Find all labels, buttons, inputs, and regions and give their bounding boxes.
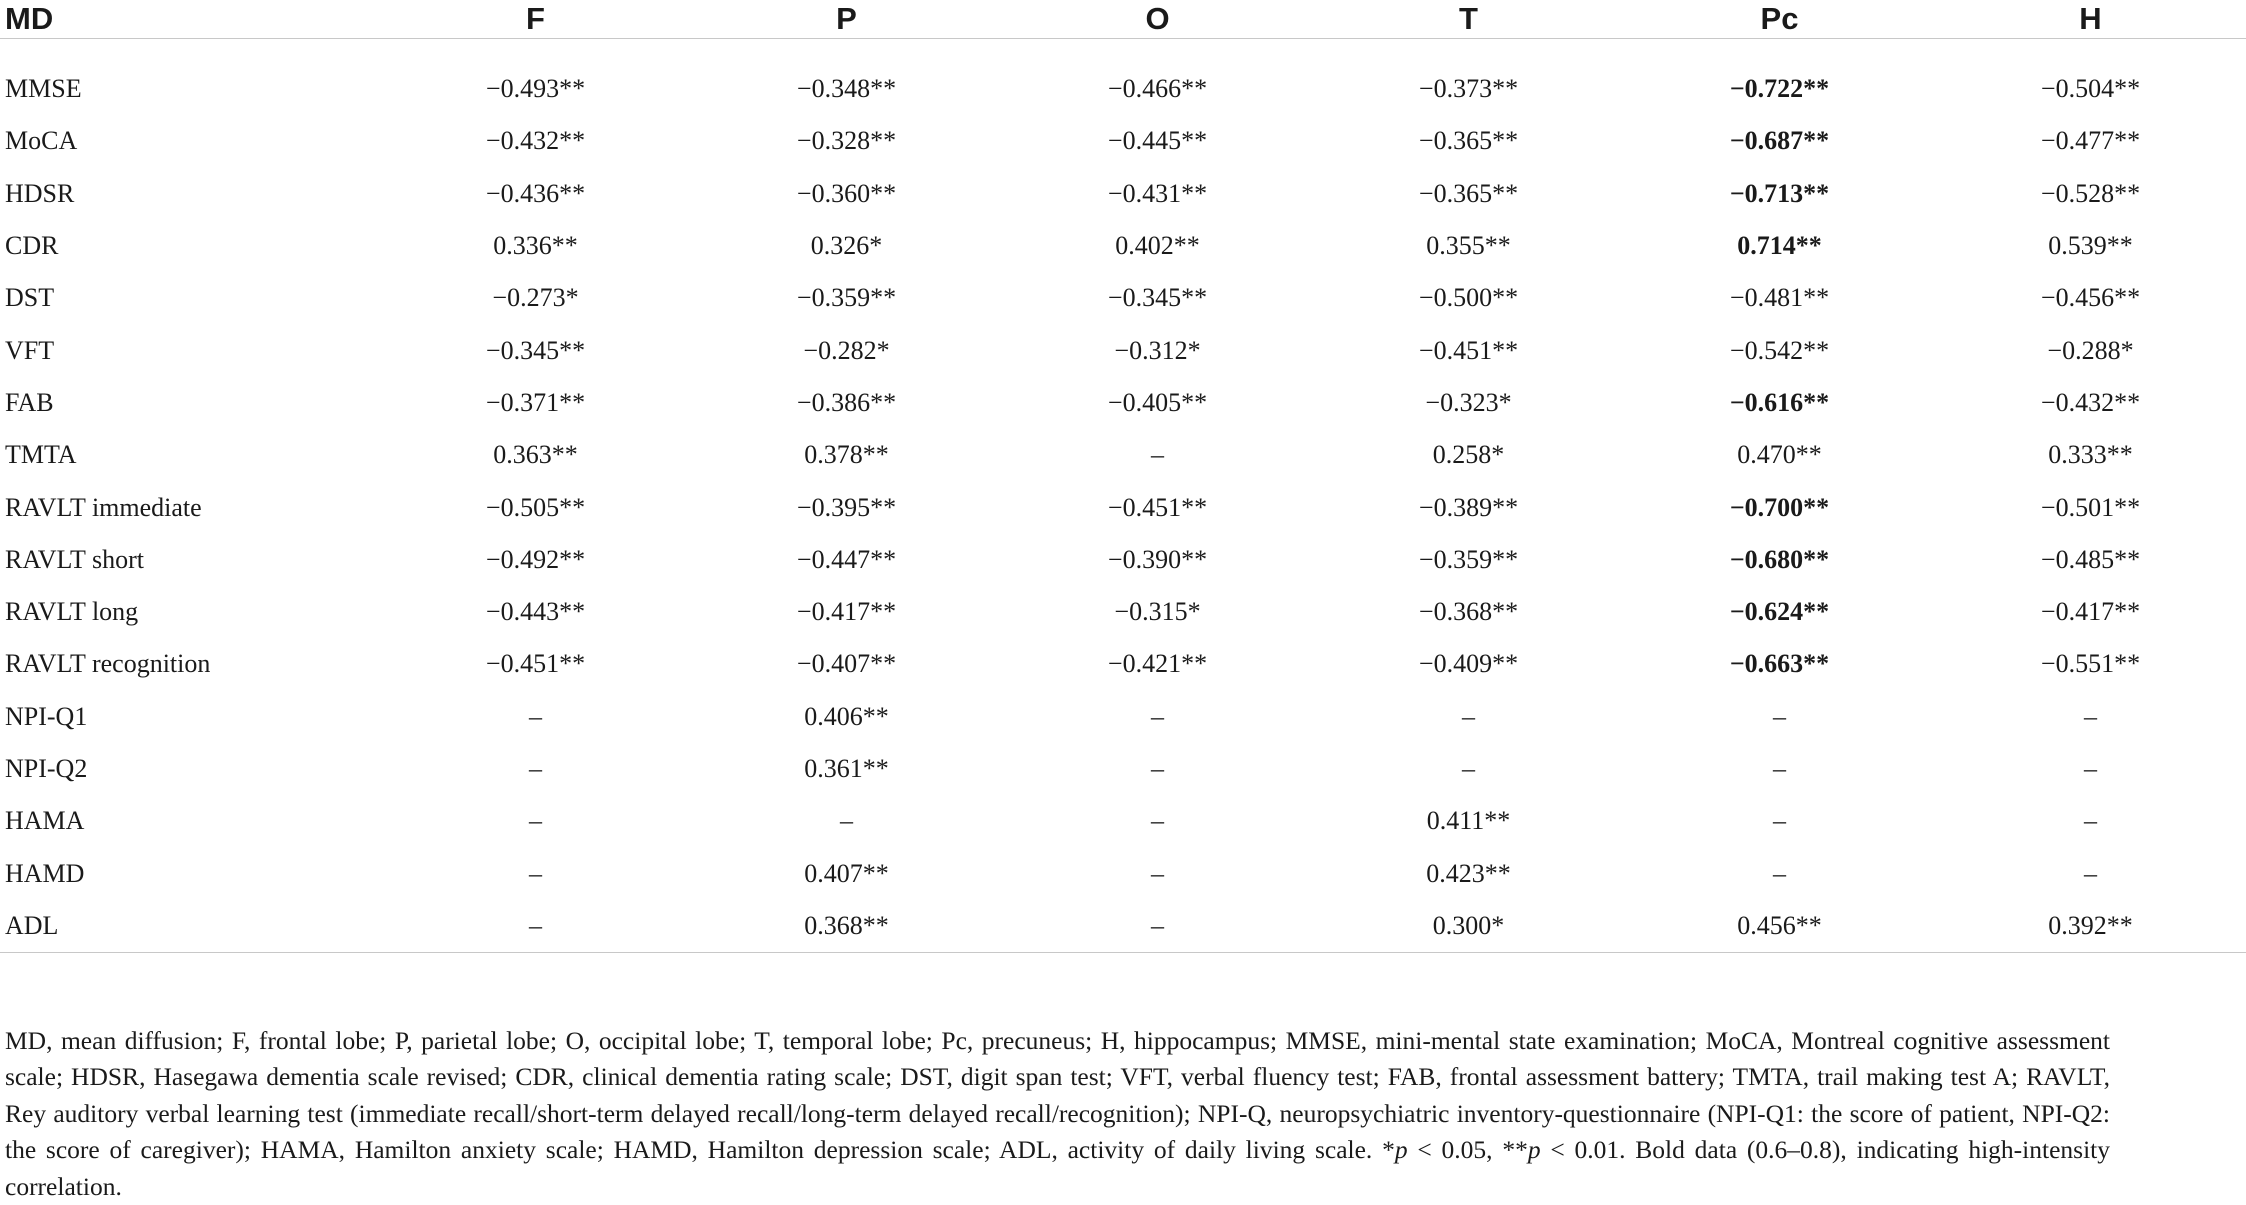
table-cell: – (1002, 743, 1313, 795)
table-cell: −0.687** (1624, 115, 1935, 167)
table-cell: −0.389** (1313, 481, 1624, 533)
table-cell: −0.722** (1624, 63, 1935, 115)
table-cell: 0.470** (1624, 429, 1935, 481)
table-cell: – (1935, 691, 2246, 743)
footnote-definitions: MD, mean diffusion; F, frontal lobe; P, parietal lobe; O, occipital lobe; T, temporal lobe; Pc, precuneus; H, hippocampus; MMSE, mini-mental state examination; MoCA, Montreal cognitive assessment scale; HDSR, Hasegawa dementia scale revised; CDR, clinical dementia rating scale; DST, digit span test; VFT, verbal fluency test; FAB, frontal assessment battery; TMTA, trail making test A; RAVLT, Rey auditory verbal learning test (immediate recall/short-term delayed recall/long-term delayed recall/recognition); NPI-Q, neuropsychiatric inventory-questionnaire (NPI-Q1: the score of patient, NPI-Q2: the score of caregiver); HAMA, Hamilton anxiety scale; HAMD, Hamilton depression scale; ADL, activity of daily living scale. (5, 1026, 2110, 1165)
table-cell: −0.371** (380, 377, 691, 429)
footnote-sig1-mark: * (1382, 1135, 1395, 1164)
table-cell: −0.436** (380, 168, 691, 220)
table-cell: 0.363** (380, 429, 691, 481)
row-label: MoCA (0, 115, 380, 167)
row-label: RAVLT immediate (0, 481, 380, 533)
header-f: F (380, 0, 691, 39)
header-h: H (1935, 0, 2246, 39)
table-cell: 0.392** (1935, 900, 2246, 953)
table-cell: −0.348** (691, 63, 1002, 115)
table-cell: – (691, 795, 1002, 847)
table-cell: −0.505** (380, 481, 691, 533)
table-cell: −0.409** (1313, 638, 1624, 690)
table-cell: −0.365** (1313, 115, 1624, 167)
table-cell: −0.417** (691, 586, 1002, 638)
table-cell: −0.432** (1935, 377, 2246, 429)
table-cell: – (1002, 429, 1313, 481)
table-cell: 0.456** (1624, 900, 1935, 953)
footnote-sig1-p: p (1395, 1135, 1408, 1164)
table-cell: −0.466** (1002, 63, 1313, 115)
table-cell: 0.333** (1935, 429, 2246, 481)
row-label: MMSE (0, 63, 380, 115)
table-row (0, 220, 2246, 272)
table-cell: −0.500** (1313, 272, 1624, 324)
table-row (0, 795, 2246, 847)
table-cell: −0.481** (1624, 272, 1935, 324)
table-cell: −0.485** (1935, 534, 2246, 586)
table-cell: 0.368** (691, 900, 1002, 953)
row-label: HDSR (0, 168, 380, 220)
header-p: P (691, 0, 1002, 39)
table-cell: – (1935, 795, 2246, 847)
footnote-sig2-p: p (1528, 1135, 1541, 1164)
table-row (0, 638, 2246, 690)
table-cell: −0.443** (380, 586, 691, 638)
header-md: MD (0, 0, 380, 39)
table-cell: – (1935, 743, 2246, 795)
table-row (0, 847, 2246, 899)
table-cell: −0.451** (380, 638, 691, 690)
row-label: DST (0, 272, 380, 324)
table-cell: – (1002, 795, 1313, 847)
table-cell: −0.421** (1002, 638, 1313, 690)
table-cell: – (380, 691, 691, 743)
table-cell: −0.312* (1002, 324, 1313, 376)
table-cell: −0.456** (1935, 272, 2246, 324)
table-cell: – (380, 795, 691, 847)
table-cell: −0.373** (1313, 63, 1624, 115)
table-cell: −0.405** (1002, 377, 1313, 429)
table-row (0, 63, 2246, 115)
table-cell: −0.624** (1624, 586, 1935, 638)
table-row (0, 115, 2246, 167)
table-cell: −0.395** (691, 481, 1002, 533)
table-cell: 0.714** (1624, 220, 1935, 272)
table-cell: 0.336** (380, 220, 691, 272)
row-label: RAVLT recognition (0, 638, 380, 690)
table-header (0, 0, 2246, 63)
table-cell: −0.359** (691, 272, 1002, 324)
table-cell: 0.406** (691, 691, 1002, 743)
table-cell: 0.407** (691, 847, 1002, 899)
table-cell: −0.447** (691, 534, 1002, 586)
table-cell: −0.315* (1002, 586, 1313, 638)
table-cell: −0.288* (1935, 324, 2246, 376)
table-cell: 0.355** (1313, 220, 1624, 272)
row-label: HAMD (0, 847, 380, 899)
table-cell: −0.323* (1313, 377, 1624, 429)
table-cell: −0.345** (1002, 272, 1313, 324)
table-cell: −0.445** (1002, 115, 1313, 167)
table-cell: −0.359** (1313, 534, 1624, 586)
header-spacer (0, 39, 2246, 64)
table-cell: 0.423** (1313, 847, 1624, 899)
table-row (0, 377, 2246, 429)
table-cell: −0.390** (1002, 534, 1313, 586)
table-cell: – (380, 900, 691, 953)
table-row (0, 481, 2246, 533)
table-cell: −0.713** (1624, 168, 1935, 220)
table-body (0, 63, 2246, 953)
table-footnote (5, 1023, 2110, 1205)
table-cell: 0.402** (1002, 220, 1313, 272)
table-row (0, 534, 2246, 586)
footnote-sig2-mark: ** (1502, 1135, 1528, 1164)
table-cell: – (1002, 691, 1313, 743)
table-row (0, 743, 2246, 795)
table-cell: −0.492** (380, 534, 691, 586)
row-label: FAB (0, 377, 380, 429)
table-cell: – (1624, 691, 1935, 743)
table-cell: −0.616** (1624, 377, 1935, 429)
table-cell: −0.504** (1935, 63, 2246, 115)
table-cell: −0.477** (1935, 115, 2246, 167)
table-cell: – (380, 743, 691, 795)
table-cell: – (1624, 743, 1935, 795)
table-cell: – (1624, 847, 1935, 899)
header-o: O (1002, 0, 1313, 39)
row-label: NPI-Q1 (0, 691, 380, 743)
table-cell: −0.663** (1624, 638, 1935, 690)
table-cell: −0.451** (1002, 481, 1313, 533)
row-label: TMTA (0, 429, 380, 481)
table-row (0, 691, 2246, 743)
table-cell: −0.700** (1624, 481, 1935, 533)
table-cell: −0.451** (1313, 324, 1624, 376)
header-pc: Pc (1624, 0, 1935, 39)
row-label: CDR (0, 220, 380, 272)
table-cell: – (1935, 847, 2246, 899)
table-cell: 0.300* (1313, 900, 1624, 953)
table-cell: −0.360** (691, 168, 1002, 220)
footnote-bold-note: Bold data (0.6–0.8), indicating high-intensity correlation. (5, 1135, 2110, 1201)
table-cell: – (1002, 847, 1313, 899)
table-cell: 0.361** (691, 743, 1002, 795)
row-label: NPI-Q2 (0, 743, 380, 795)
table-cell: −0.407** (691, 638, 1002, 690)
table-cell: – (380, 847, 691, 899)
table-row (0, 900, 2246, 953)
table-cell: −0.501** (1935, 481, 2246, 533)
table-cell: 0.258* (1313, 429, 1624, 481)
header-t: T (1313, 0, 1624, 39)
table-cell: −0.368** (1313, 586, 1624, 638)
row-label: RAVLT short (0, 534, 380, 586)
table-cell: −0.328** (691, 115, 1002, 167)
table-cell: −0.282* (691, 324, 1002, 376)
footnote-sig1-rest: < 0.05, (1408, 1135, 1503, 1164)
table-cell: −0.493** (380, 63, 691, 115)
table-row (0, 168, 2246, 220)
row-label: ADL (0, 900, 380, 953)
table-cell: −0.542** (1624, 324, 1935, 376)
table-row (0, 586, 2246, 638)
row-label: HAMA (0, 795, 380, 847)
table-cell: −0.432** (380, 115, 691, 167)
table-cell: −0.528** (1935, 168, 2246, 220)
table-row (0, 272, 2246, 324)
table-cell: −0.680** (1624, 534, 1935, 586)
table-row (0, 324, 2246, 376)
table-cell: −0.386** (691, 377, 1002, 429)
row-label: VFT (0, 324, 380, 376)
table-cell: −0.431** (1002, 168, 1313, 220)
table-cell: – (1313, 691, 1624, 743)
table-cell: – (1624, 795, 1935, 847)
table-cell: 0.411** (1313, 795, 1624, 847)
table-cell: – (1313, 743, 1624, 795)
table-row (0, 429, 2246, 481)
table-cell: 0.326* (691, 220, 1002, 272)
table-cell: −0.345** (380, 324, 691, 376)
table-cell: −0.273* (380, 272, 691, 324)
table-cell: −0.365** (1313, 168, 1624, 220)
table-cell: 0.378** (691, 429, 1002, 481)
table-cell: – (1002, 900, 1313, 953)
table-cell: −0.551** (1935, 638, 2246, 690)
row-label: RAVLT long (0, 586, 380, 638)
table-cell: 0.539** (1935, 220, 2246, 272)
footnote-sig2-rest: < 0.01. (1541, 1135, 1636, 1164)
table-cell: −0.417** (1935, 586, 2246, 638)
